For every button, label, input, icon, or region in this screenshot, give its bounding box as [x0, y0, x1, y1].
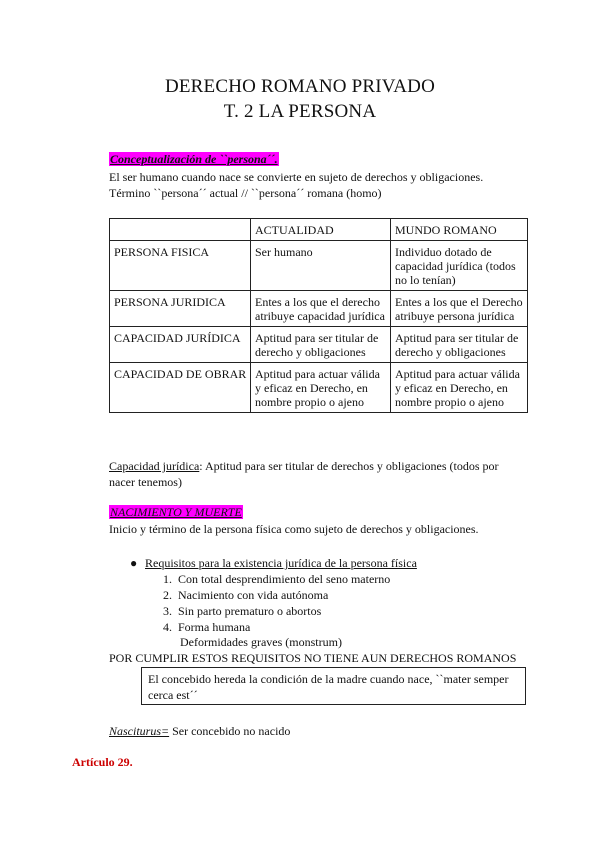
table-row	[110, 363, 528, 413]
table-cell: Entes a los que el Derecho atribuye persona jurídica	[391, 291, 528, 327]
table-cell	[110, 219, 251, 241]
table-cell: Individuo dotado de capacidad jurídica (todos no lo tenían)	[391, 241, 528, 291]
table-cell: ACTUALIDAD	[251, 219, 391, 241]
paragraph: nacer tenemos)	[109, 475, 182, 489]
table-cell: Aptitud para actuar válida y eficaz en Derecho, en nombre propio o ajeno	[251, 363, 391, 413]
table-cell: PERSONA FISICA	[110, 241, 251, 291]
table-cell: Aptitud para ser titular de derecho y obligaciones	[251, 327, 391, 363]
list-item: 1. Con total desprendimiento del seno materno	[163, 572, 391, 586]
table-cell: Entes a los que el derecho atribuye capacidad jurídica	[251, 291, 391, 327]
table-cell: MUNDO ROMANO	[391, 219, 528, 241]
bullet-dot: ●	[130, 556, 138, 570]
article-heading: Artículo 29.	[72, 755, 133, 769]
doc-title: DERECHO ROMANO PRIVADO	[164, 76, 436, 97]
table-cell: CAPACIDAD JURÍDICA	[110, 327, 251, 363]
doc-subtitle: T. 2 LA PERSONA	[223, 101, 377, 122]
paragraph: Término ``persona´´ actual // ``persona´´ romana (homo)	[109, 186, 382, 200]
table-row	[110, 327, 528, 363]
list-item: 3. Sin parto prematuro o abortos	[163, 604, 322, 618]
list-item: 2. Nacimiento con vida autónoma	[163, 588, 329, 602]
note-line: cerca est´´	[148, 688, 198, 702]
table-row	[110, 219, 528, 241]
definition-capacidad	[109, 458, 499, 474]
table-cell: Aptitud para actuar válida y eficaz en Derecho, en nombre propio o ajeno	[391, 363, 528, 413]
paragraph: El ser humano cuando nace se convierte en sujeto de derechos y obligaciones.	[109, 170, 484, 184]
section-heading-nacimiento	[109, 504, 243, 520]
table-row	[110, 241, 528, 291]
term: Capacidad jurídica	[109, 459, 200, 473]
term: Nasciturus=	[109, 724, 170, 738]
statement: POR CUMPLIR ESTOS REQUISITOS NO TIENE AUN DERECHOS ROMANOS	[109, 651, 517, 665]
note-box	[141, 667, 526, 705]
list-subitem: Deformidades graves (monstrum)	[180, 635, 342, 649]
heading-text: Conceptualización de ``persona´´.	[110, 152, 278, 166]
table-cell: PERSONA JURIDICA	[110, 291, 251, 327]
paragraph: Inicio y término de la persona física como sujeto de derechos y obligaciones.	[109, 522, 479, 536]
table-row	[110, 291, 528, 327]
comparison-table	[109, 218, 528, 413]
heading-text: NACIMIENTO Y MUERTE	[110, 505, 242, 519]
list-item: 4. Forma humana	[163, 620, 251, 634]
definition-text: Ser concebido no nacido	[169, 724, 291, 738]
table-cell: CAPACIDAD DE OBRAR	[110, 363, 251, 413]
table-cell: Ser humano	[251, 241, 391, 291]
note-line: El concebido hereda la condición de la madre cuando nace, ``mater semper	[148, 672, 509, 686]
definition-text: : Aptitud para ser titular de derechos y obligaciones (todos por	[199, 459, 499, 473]
table-cell: Aptitud para ser titular de derecho y obligaciones	[391, 327, 528, 363]
bullet-item: Requisitos para la existencia jurídica de la persona física	[145, 556, 417, 570]
section-heading-conceptualizacion	[109, 151, 279, 167]
definition-nasciturus	[109, 723, 290, 739]
